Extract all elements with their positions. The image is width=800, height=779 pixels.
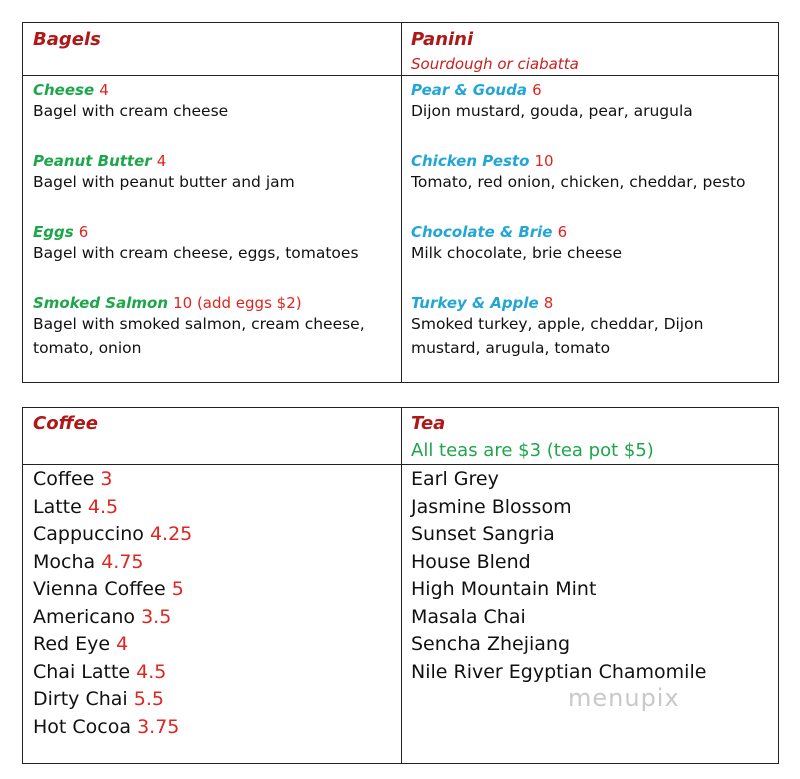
coffee-item-price: 4 xyxy=(116,633,129,655)
food-menu-table xyxy=(22,22,779,383)
panini-item-name: Chocolate & Brie xyxy=(411,223,553,241)
tea-item: Sunset Sangria xyxy=(411,523,555,545)
tea-item: Nile River Egyptian Chamomile xyxy=(411,661,707,683)
tea-price-note: All teas are $3 (tea pot $5) xyxy=(411,440,654,461)
coffee-item-price: 4.5 xyxy=(87,496,119,518)
bagel-item xyxy=(33,151,393,194)
bagel-item-price: 6 xyxy=(78,223,89,241)
coffee-item-name: Chai Latte xyxy=(33,661,131,683)
coffee-item xyxy=(33,688,164,710)
coffee-item-name: Americano xyxy=(33,606,136,628)
coffee-item xyxy=(33,496,118,518)
panini-item-name: Turkey & Apple xyxy=(411,294,539,312)
panini-item xyxy=(411,80,771,123)
tea-item: Sencha Zhejiang xyxy=(411,633,571,655)
coffee-item xyxy=(33,606,171,628)
tea-item: Masala Chai xyxy=(411,606,526,628)
tea-title: Tea xyxy=(411,413,446,434)
coffee-item-price: 4.5 xyxy=(136,661,167,683)
panini-item-desc: Milk chocolate, brie cheese xyxy=(411,244,623,262)
bagels-title: Bagels xyxy=(33,29,101,50)
food-header-divider xyxy=(23,75,778,76)
coffee-item xyxy=(33,551,144,573)
panini-item xyxy=(411,293,731,360)
panini-item-name: Pear & Gouda xyxy=(411,81,527,99)
bagel-item-desc: Bagel with cream cheese xyxy=(33,102,229,120)
bagel-item-price: 4 xyxy=(156,152,167,170)
panini-item-desc: Smoked turkey, apple, cheddar, Dijon mustard, arugula, tomato xyxy=(411,315,704,357)
coffee-item-name: Cappuccino xyxy=(33,523,144,545)
tea-item: Jasmine Blossom xyxy=(411,496,572,518)
bagel-item-name: Smoked Salmon xyxy=(33,294,168,312)
bagel-item-name: Eggs xyxy=(33,223,74,241)
bagel-item-name: Cheese xyxy=(33,81,95,99)
coffee-item-name: Mocha xyxy=(33,551,96,573)
bagel-item-desc: Bagel with peanut butter and jam xyxy=(33,173,295,191)
coffee-title: Coffee xyxy=(33,413,98,434)
bagel-item-name: Peanut Butter xyxy=(33,152,152,170)
coffee-item xyxy=(33,716,179,738)
coffee-item xyxy=(33,633,128,655)
panini-item-desc: Tomato, red onion, chicken, cheddar, pesto xyxy=(411,173,746,191)
panini-item-price: 10 xyxy=(534,152,554,170)
coffee-item-name: Coffee xyxy=(33,468,95,490)
bagel-item-desc: Bagel with smoked salmon, cream cheese, tomato, onion xyxy=(33,315,365,357)
tea-item: Earl Grey xyxy=(411,468,499,490)
panini-item-price: 6 xyxy=(532,81,542,99)
bagel-item xyxy=(33,222,393,265)
coffee-item xyxy=(33,468,113,490)
coffee-item-price: 5 xyxy=(171,578,184,600)
tea-item: High Mountain Mint xyxy=(411,578,597,600)
coffee-item xyxy=(33,661,166,683)
bagel-item xyxy=(33,80,393,123)
panini-item-desc: Dijon mustard, gouda, pear, arugula xyxy=(411,102,693,120)
coffee-item-price: 4.75 xyxy=(101,551,144,573)
coffee-item-price: 4.25 xyxy=(149,523,193,545)
coffee-item-name: Red Eye xyxy=(33,633,111,655)
coffee-item-price: 3.5 xyxy=(141,606,172,628)
panini-title: Panini xyxy=(411,29,474,50)
coffee-item-price: 5.5 xyxy=(133,688,164,710)
coffee-item-name: Latte xyxy=(33,496,82,518)
panini-item-price: 6 xyxy=(557,223,568,241)
panini-item-name: Chicken Pesto xyxy=(411,152,530,170)
bagel-item xyxy=(33,293,378,360)
bagel-item-price: 10 (add eggs $2) xyxy=(173,294,302,312)
panini-item xyxy=(411,151,771,194)
bagel-item-desc: Bagel with cream cheese, eggs, tomatoes xyxy=(33,244,359,262)
drinks-header-divider xyxy=(23,464,778,465)
coffee-item-name: Vienna Coffee xyxy=(33,578,166,600)
menupix-watermark: menupix xyxy=(568,684,680,712)
coffee-item xyxy=(33,523,192,545)
panini-item xyxy=(411,222,771,265)
coffee-item xyxy=(33,578,184,600)
drinks-column-divider xyxy=(401,408,402,763)
food-column-divider xyxy=(401,23,402,382)
coffee-item-name: Dirty Chai xyxy=(33,688,128,710)
panini-item-price: 8 xyxy=(543,294,554,312)
coffee-item-price: 3.75 xyxy=(137,716,180,738)
coffee-item-name: Hot Cocoa xyxy=(33,716,132,738)
coffee-item-price: 3 xyxy=(100,468,113,490)
tea-item: House Blend xyxy=(411,551,531,573)
bagel-item-price: 4 xyxy=(99,81,109,99)
drinks-menu-table xyxy=(22,407,779,764)
panini-subtitle: Sourdough or ciabatta xyxy=(411,55,579,73)
